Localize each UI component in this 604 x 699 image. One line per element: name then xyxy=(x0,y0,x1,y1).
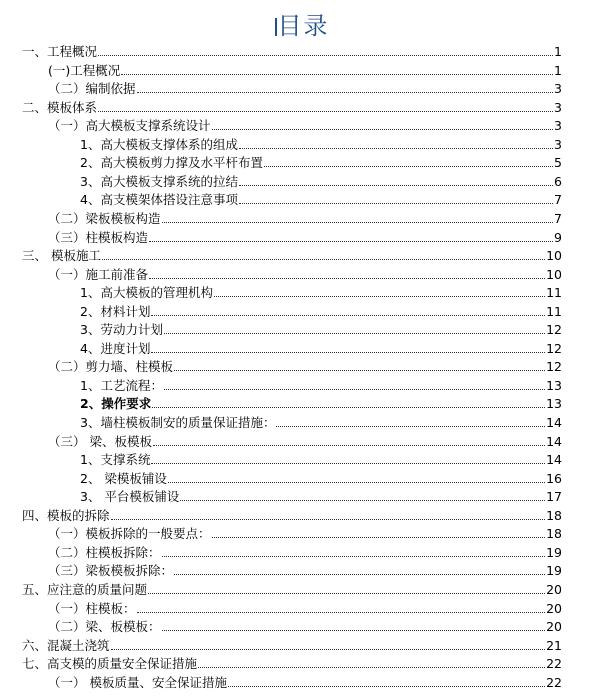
toc-leader-dots xyxy=(151,463,545,464)
toc-entry-title: 1、高大模板支撑体系的组成 xyxy=(80,136,238,152)
toc-entry-page: 3 xyxy=(554,81,562,97)
toc-entry[interactable] xyxy=(80,339,562,357)
toc-entry[interactable] xyxy=(48,524,562,542)
toc-entry-title: （一）模板拆除的一般要点： xyxy=(48,526,211,542)
toc-leader-dots xyxy=(148,593,545,594)
toc-entry-title: 七、高支模的质量安全保证措施 xyxy=(22,656,198,672)
toc-entry[interactable] xyxy=(48,599,562,617)
toc-entry[interactable] xyxy=(80,172,562,190)
toc-entry[interactable] xyxy=(80,394,562,412)
toc-leader-dots xyxy=(212,129,554,130)
toc-entry-title: （二）剪力墙、柱模板 xyxy=(48,359,174,375)
toc-entry-page: 9 xyxy=(554,229,562,245)
toc-entry-page: 12 xyxy=(546,340,562,356)
toc-leader-dots xyxy=(162,222,554,223)
cursor-mark xyxy=(275,18,277,36)
toc-leader-dots xyxy=(162,630,546,631)
toc-entry-title: (一)工程概况 xyxy=(48,62,121,78)
toc-leader-dots xyxy=(153,445,545,446)
toc-leader-dots xyxy=(98,111,553,112)
toc-leader-dots xyxy=(102,259,545,260)
page-title-text: 目录 xyxy=(277,12,330,40)
toc-leader-dots xyxy=(214,296,545,297)
toc-leader-dots xyxy=(239,185,553,186)
toc-leader-dots xyxy=(239,148,553,149)
toc-entry-page: 12 xyxy=(546,322,562,338)
toc-entry[interactable] xyxy=(80,135,562,153)
toc-leader-dots xyxy=(198,667,545,668)
toc-entry-page: 22 xyxy=(546,674,562,690)
toc-entry-page: 5 xyxy=(554,155,562,171)
toc-leader-dots xyxy=(151,315,545,316)
toc-entry-page: 3 xyxy=(554,136,562,152)
toc-entry[interactable] xyxy=(80,487,562,505)
toc-leader-dots xyxy=(164,389,545,390)
toc-entry[interactable] xyxy=(22,506,562,524)
toc-entry-page: 16 xyxy=(546,470,562,486)
toc-entry[interactable] xyxy=(22,98,562,116)
toc-leader-dots xyxy=(228,686,545,687)
toc-entry-page: 14 xyxy=(546,452,562,468)
toc-entry-page: 7 xyxy=(554,210,562,226)
toc-entry-title: 3、墙柱模板制安的质量保证措施： xyxy=(80,415,276,430)
toc-entry[interactable] xyxy=(22,636,562,654)
toc-entry-title: （一）柱模板： xyxy=(48,600,136,616)
toc-entry[interactable] xyxy=(80,413,562,431)
toc-entry-page: 1 xyxy=(554,44,562,59)
toc-entry-title: 五、应注意的质量问题 xyxy=(22,581,148,597)
toc-leader-dots xyxy=(239,203,553,204)
toc-entry[interactable] xyxy=(22,246,562,264)
toc-entry-page: 1 xyxy=(554,62,562,78)
toc-entry[interactable] xyxy=(80,450,562,468)
toc-entry-page: 11 xyxy=(546,285,562,301)
toc-leader-dots xyxy=(212,537,546,538)
toc-leader-dots xyxy=(111,519,546,520)
toc-entry-title: 3、高大模板支撑系统的拉结 xyxy=(80,173,238,189)
toc-entry[interactable] xyxy=(48,265,562,283)
toc-entry-title: 一、工程概况 xyxy=(22,44,98,59)
toc-entry-title: 3、 平台模板铺设 xyxy=(80,489,180,505)
toc-entry[interactable] xyxy=(48,116,562,134)
toc-entry-page: 20 xyxy=(546,581,562,597)
toc-leader-dots xyxy=(174,370,545,371)
toc-entry-page: 13 xyxy=(546,396,562,412)
toc-entry[interactable] xyxy=(48,617,562,635)
toc-entry[interactable] xyxy=(80,153,562,171)
toc-leader-dots xyxy=(137,92,554,93)
toc-entry-page: 14 xyxy=(546,433,562,449)
toc-entry-page: 22 xyxy=(546,656,562,672)
toc-entry[interactable] xyxy=(80,302,562,320)
toc-entry-page: 14 xyxy=(546,415,562,430)
toc-entry-title: （一） 模板质量、安全保证措施 xyxy=(48,674,227,690)
toc-leader-dots xyxy=(151,352,545,353)
toc-entry-page: 6 xyxy=(554,173,562,189)
toc-entry[interactable] xyxy=(48,543,562,561)
toc-entry-page: 20 xyxy=(546,600,562,616)
toc-entry-title: （一）施工前准备 xyxy=(48,266,149,282)
toc-leader-dots xyxy=(149,278,545,279)
toc-entry[interactable] xyxy=(22,654,562,672)
toc-leader-dots xyxy=(162,556,546,557)
toc-entry[interactable] xyxy=(48,79,562,97)
toc-entry-page: 13 xyxy=(546,377,562,393)
toc-entry[interactable] xyxy=(80,190,562,208)
toc-entry-page: 10 xyxy=(546,266,562,282)
toc-entry[interactable] xyxy=(80,283,562,301)
toc-leader-dots xyxy=(264,166,553,167)
toc-leader-dots xyxy=(111,649,546,650)
toc-entry[interactable] xyxy=(48,673,562,691)
toc-entry[interactable] xyxy=(22,42,562,60)
toc-entry-title: 4、进度计划 xyxy=(80,340,151,356)
toc-entry-title: 4、高支模架体搭设注意事项 xyxy=(80,192,238,208)
toc-entry-title: 四、模板的拆除 xyxy=(22,507,110,523)
toc-leader-dots xyxy=(149,241,553,242)
toc-leader-dots xyxy=(121,74,553,75)
toc-entry-page: 19 xyxy=(546,563,562,579)
toc-entry-title: （二）梁板模板构造 xyxy=(48,210,161,226)
toc-entry-title: 二、模板体系 xyxy=(22,99,98,115)
toc-entry-title: 1、高大模板的管理机构 xyxy=(80,285,213,301)
toc-entry-page: 19 xyxy=(546,544,562,560)
toc-entry[interactable] xyxy=(48,561,562,579)
toc-entry-title: 2、操作要求 xyxy=(80,396,152,412)
toc-leader-dots xyxy=(137,612,546,613)
toc-leader-dots xyxy=(276,426,545,427)
toc-leader-dots xyxy=(152,407,545,408)
toc-leader-dots xyxy=(180,500,545,501)
toc-entry-title: 3、劳动力计划 xyxy=(80,322,163,338)
toc-entry-title: 2、高大模板剪力撑及水平杆布置 xyxy=(80,155,263,171)
toc-entry-page: 21 xyxy=(546,637,562,653)
toc-entry-title: 2、材料计划 xyxy=(80,303,151,319)
toc-entry-page: 7 xyxy=(554,192,562,208)
toc-entry-page: 3 xyxy=(554,118,562,134)
toc-leader-dots xyxy=(98,55,553,56)
toc-entry-title: （三） 梁、板模板 xyxy=(48,433,152,449)
toc-leader-dots xyxy=(168,482,545,483)
toc-entry[interactable] xyxy=(80,469,562,487)
toc-entry[interactable] xyxy=(48,209,562,227)
page-title xyxy=(0,6,604,41)
toc-entry-title: （二）柱模板拆除： xyxy=(48,544,161,560)
toc-entry-page: 17 xyxy=(546,489,562,505)
toc-entry-title: 2、 梁模板铺设 xyxy=(80,470,167,486)
toc-entry-title: （一）高大模板支撑系统设计 xyxy=(48,118,211,134)
toc-entry-title: （三）梁板模板拆除： xyxy=(48,563,174,579)
toc-leader-dots xyxy=(174,574,545,575)
toc-entry-title: 三、 模板施工 xyxy=(22,248,101,264)
toc-entry[interactable] xyxy=(48,61,562,79)
toc-entry-page: 10 xyxy=(546,248,562,264)
toc-entry-title: （三）柱模板构造 xyxy=(48,229,149,245)
toc-leader-dots xyxy=(164,333,545,334)
toc-entry[interactable] xyxy=(48,228,562,246)
toc-entry[interactable] xyxy=(80,320,562,338)
toc-entry[interactable] xyxy=(48,432,562,450)
toc-entry-page: 18 xyxy=(546,526,562,542)
toc-entry-title: 1、工艺流程： xyxy=(80,377,163,393)
toc-entry[interactable] xyxy=(48,357,562,375)
toc-entry-page: 18 xyxy=(546,507,562,523)
toc-entry-title: 六、混凝土浇筑 xyxy=(22,637,110,653)
toc-entry[interactable] xyxy=(22,580,562,598)
toc-entry-page: 11 xyxy=(546,303,562,319)
toc-entry-page: 20 xyxy=(546,619,562,635)
toc-entry-title: 1、支撑系统 xyxy=(80,452,151,468)
toc-entry-title: （二）编制依据 xyxy=(48,81,136,97)
toc-entry-page: 12 xyxy=(546,359,562,375)
toc-entry-title: （二）梁、板模板： xyxy=(48,619,161,635)
toc-entry-page: 3 xyxy=(554,99,562,115)
toc-entry[interactable] xyxy=(80,376,562,394)
